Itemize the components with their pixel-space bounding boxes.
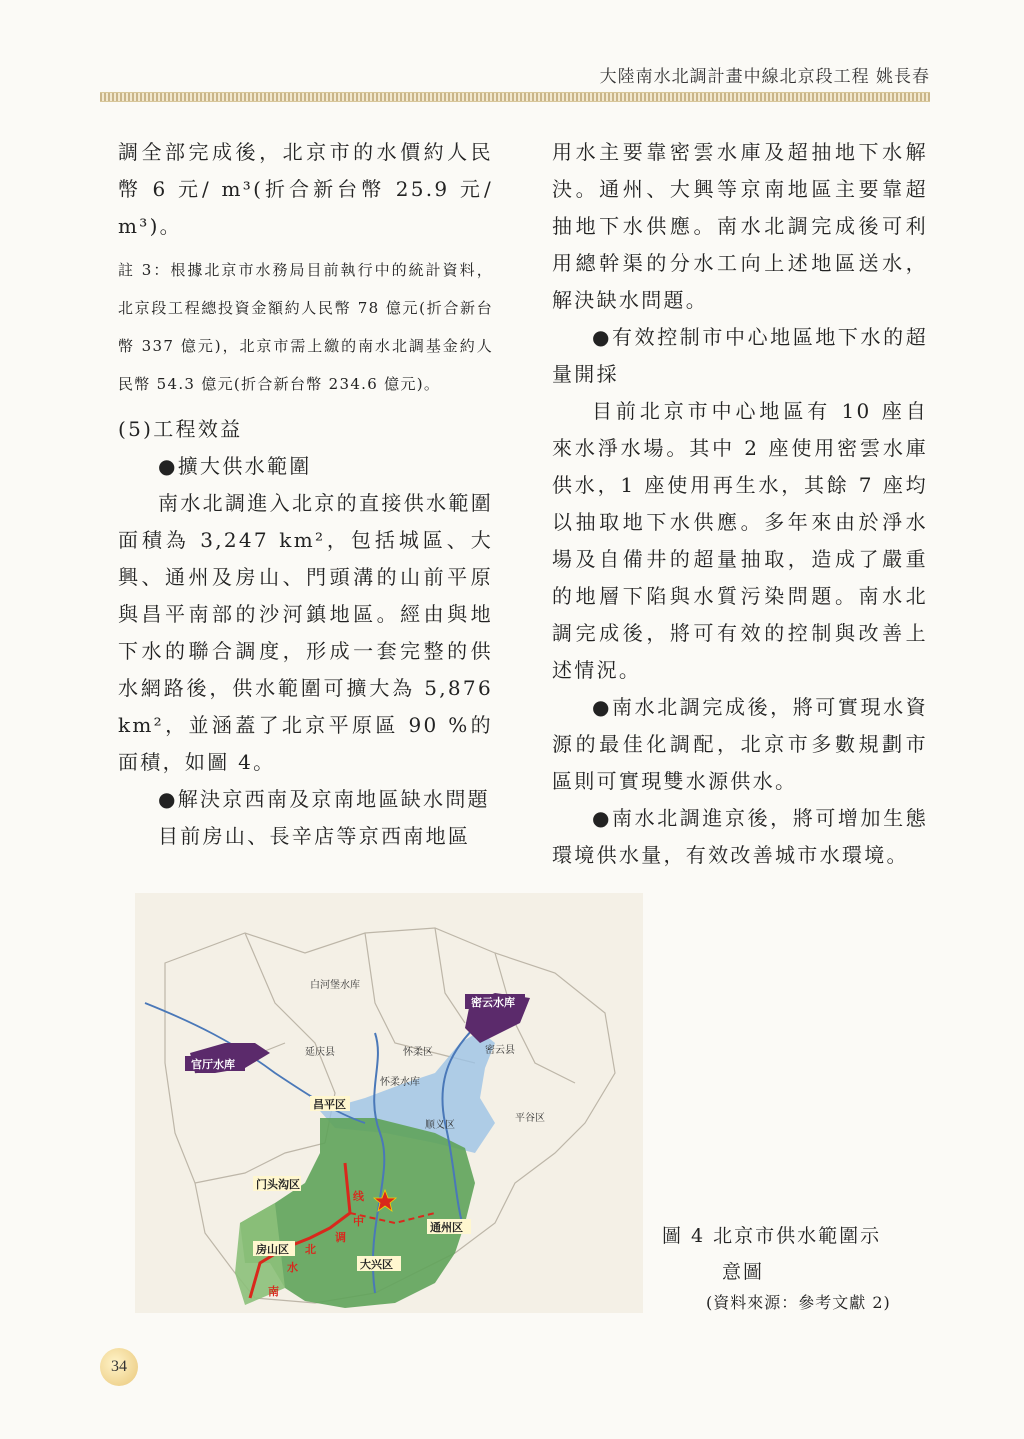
map-label: 密云县 xyxy=(485,1045,515,1056)
paragraph: 用水主要靠密雲水庫及超抽地下水解決。通州、大興等京南地區主要靠超抽地下水供應。南水北調完成後可利用總幹渠的分水工向上述地區送水，解決缺水問題。 xyxy=(552,140,928,312)
map-label: 怀柔水库 xyxy=(380,1077,420,1088)
section-heading: (5)工程效益 xyxy=(118,417,243,441)
bullet-heading: ●擴大供水範圍 xyxy=(158,454,312,478)
route-label: 水 xyxy=(287,1261,298,1274)
map-label: 大兴区 xyxy=(360,1258,393,1271)
beijing-water-supply-map xyxy=(135,893,643,1313)
map-label: 昌平区 xyxy=(313,1098,346,1111)
page-number: 34 xyxy=(100,1348,138,1386)
footnote: 註 3：根據北京市水務局目前執行中的統計資料，北京段工程總投資金額約人民幣 78 億元(折合新台幣 337 億元)，北京市需上繳的南水北調基金約人民幣 54.3 億元(折合新台幣 234.6 億元)。 xyxy=(118,261,493,393)
header-rule xyxy=(100,92,930,102)
left-column xyxy=(118,134,493,855)
bullet-paragraph: ●南水北調進京後，將可增加生態環境供水量，有效改善城市水環境。 xyxy=(552,806,928,867)
route-label: 中 xyxy=(353,1215,364,1228)
map-label: 门头沟区 xyxy=(256,1178,300,1191)
route-label: 南 xyxy=(268,1285,279,1298)
running-title: 大陸南水北調計畫中線北京段工程 姚長春 xyxy=(599,67,930,87)
caption-line: 圖 4 北京市供水範圍示 xyxy=(662,1225,882,1247)
paragraph: 目前房山、長辛店等京西南地區 xyxy=(158,824,471,848)
bullet-paragraph: ●南水北調完成後，將可實現水資源的最佳化調配，北京市多數規劃市區則可實現雙水源供水。 xyxy=(552,695,928,793)
map-label: 房山区 xyxy=(256,1243,289,1256)
route-label: 调 xyxy=(335,1231,346,1244)
route-label: 线 xyxy=(353,1190,364,1203)
bullet-heading: ●有效控制市中心地區地下水的超量開採 xyxy=(552,325,928,386)
paragraph: 南水北調進入北京的直接供水範圍面積為 3,247 km²，包括城區、大興、通州及房山、門頭溝的山前平原與昌平南部的沙河鎮地區。經由與地下水的聯合調度，形成一套完整的供水網路後，供水範圍可擴大為 5,876 km²，並涵蓋了北京平原區 90 %的面積，如圖 4。 xyxy=(118,491,493,774)
route-label: 北 xyxy=(305,1243,316,1256)
caption-line: 意圖 xyxy=(722,1261,765,1283)
right-column xyxy=(552,134,928,874)
map-label: 官厅水库 xyxy=(191,1058,235,1071)
page-header xyxy=(100,58,930,108)
map-label: 怀柔区 xyxy=(403,1047,433,1058)
bullet-heading: ●解決京西南及京南地區缺水問題 xyxy=(158,787,490,811)
map-label: 密云水库 xyxy=(471,996,515,1009)
figure-caption xyxy=(662,1218,922,1290)
paragraph: 調全部完成後，北京市的水價約人民幣 6 元/ m³(折合新台幣 25.9 元/ m³)。 xyxy=(118,140,493,238)
figure-source: (資料來源：參考文獻 2) xyxy=(706,1293,891,1312)
map-label: 白河堡水库 xyxy=(310,980,360,991)
map-label: 平谷区 xyxy=(515,1113,545,1124)
map-label: 通州区 xyxy=(430,1221,463,1234)
map-label: 顺义区 xyxy=(425,1120,455,1131)
paragraph: 目前北京市中心地區有 10 座自來水淨水場。其中 2 座使用密雲水庫供水，1 座使用再生水，其餘 7 座均以抽取地下水供應。多年來由於淨水場及自備井的超量抽取，造成了嚴重的地層下陷與水質污染問題。南水北調完成後，將可有效的控制與改善上述情況。 xyxy=(552,399,928,682)
map-label: 延庆县 xyxy=(305,1047,335,1058)
